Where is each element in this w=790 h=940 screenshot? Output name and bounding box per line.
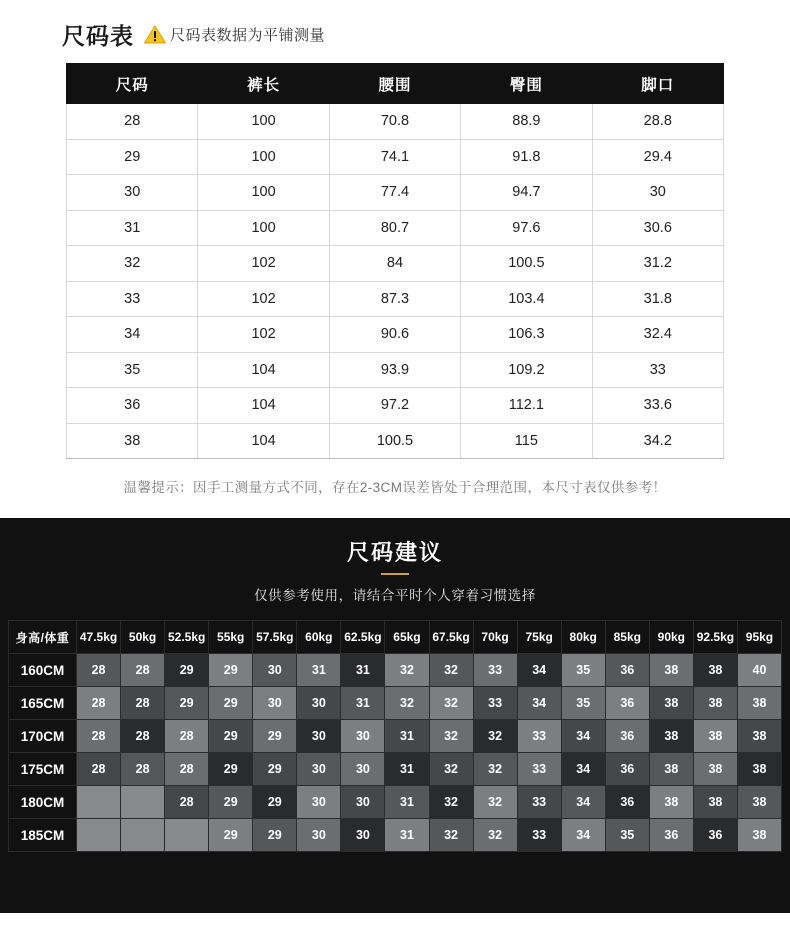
recommendation-cell: 31 [341, 654, 385, 687]
recommendation-cell: 32 [429, 687, 473, 720]
size-table-cell: 100 [198, 210, 329, 246]
recommendation-cell: 33 [473, 654, 517, 687]
weight-column-header: 57.5kg [253, 621, 297, 654]
recommendation-cell: 28 [165, 720, 209, 753]
recommendation-cell: 29 [209, 654, 253, 687]
recommendation-cell: 28 [121, 654, 165, 687]
table-row [67, 139, 724, 175]
size-table-col-3: 臀围 [461, 64, 592, 104]
recommendation-cell: 30 [297, 786, 341, 819]
recommendation-cell: 35 [605, 819, 649, 852]
recommendation-cell: 38 [693, 654, 737, 687]
recommendation-cell: 38 [693, 753, 737, 786]
recommendation-cell: 30 [341, 786, 385, 819]
recommendation-cell: 33 [517, 786, 561, 819]
recommendation-cell: 29 [209, 819, 253, 852]
recommendation-cell: 28 [165, 786, 209, 819]
height-row-header: 160CM [9, 654, 77, 687]
recommendation-title: 尺码建议 [346, 540, 443, 565]
recommendation-cell: 32 [473, 753, 517, 786]
table-row [9, 753, 782, 786]
size-table-header-row [67, 64, 724, 104]
recommendation-cell: 31 [385, 786, 429, 819]
recommendation-cell: 33 [517, 753, 561, 786]
recommendation-cell: 34 [561, 753, 605, 786]
size-table-cell: 91.8 [461, 139, 592, 175]
weight-column-header: 65kg [385, 621, 429, 654]
weight-column-header: 50kg [121, 621, 165, 654]
recommendation-cell: 31 [385, 753, 429, 786]
recommendation-cell: 29 [209, 786, 253, 819]
size-table-col-4: 脚口 [592, 64, 723, 104]
recommendation-cell: 28 [77, 687, 121, 720]
recommendation-cell: 38 [649, 687, 693, 720]
size-table-cell: 102 [198, 246, 329, 282]
table-row [9, 654, 782, 687]
recommendation-cell: 34 [517, 687, 561, 720]
recommendation-cell [77, 819, 121, 852]
size-table-cell: 109.2 [461, 352, 592, 388]
size-recommendation-section [0, 518, 790, 913]
recommendation-cell: 29 [209, 720, 253, 753]
table-row [67, 210, 724, 246]
size-table-cell: 29.4 [592, 139, 723, 175]
recommendation-cell: 28 [165, 753, 209, 786]
height-row-header: 175CM [9, 753, 77, 786]
recommendation-cell: 32 [429, 654, 473, 687]
recommendation-cell: 36 [605, 654, 649, 687]
recommendation-cell: 38 [649, 753, 693, 786]
recommendation-cell: 29 [209, 753, 253, 786]
size-table-cell: 97.6 [461, 210, 592, 246]
page-header [0, 0, 790, 63]
recommendation-cell: 38 [693, 786, 737, 819]
weight-column-header: 95kg [737, 621, 781, 654]
size-table-cell: 106.3 [461, 317, 592, 353]
size-table-cell: 88.9 [461, 104, 592, 140]
recommendation-cell: 38 [737, 786, 781, 819]
table-row [67, 246, 724, 282]
recommendation-cell: 28 [77, 654, 121, 687]
size-table-cell: 100 [198, 139, 329, 175]
table-row [9, 720, 782, 753]
size-table-cell: 32.4 [592, 317, 723, 353]
weight-column-header: 90kg [649, 621, 693, 654]
recommendation-cell: 36 [693, 819, 737, 852]
size-table-cell: 70.8 [329, 104, 460, 140]
recommendation-cell: 30 [297, 819, 341, 852]
size-table-cell: 35 [67, 352, 198, 388]
height-row-header: 170CM [9, 720, 77, 753]
recommendation-cell [121, 786, 165, 819]
recommendation-table [8, 620, 782, 852]
size-table-cell: 80.7 [329, 210, 460, 246]
recommendation-cell [77, 786, 121, 819]
size-table-cell: 103.4 [461, 281, 592, 317]
recommendation-cell: 32 [473, 819, 517, 852]
size-table-cell: 28 [67, 104, 198, 140]
recommendation-cell: 30 [253, 654, 297, 687]
recommendation-cell: 38 [693, 687, 737, 720]
recommendation-cell: 34 [561, 819, 605, 852]
size-table-cell: 34.2 [592, 423, 723, 459]
size-table-cell: 104 [198, 388, 329, 424]
weight-column-header: 60kg [297, 621, 341, 654]
recommendation-cell: 30 [341, 720, 385, 753]
size-table-container [0, 63, 790, 459]
recommendation-cell: 29 [165, 687, 209, 720]
size-table-cell: 84 [329, 246, 460, 282]
recommendation-cell: 32 [429, 786, 473, 819]
recommendation-cell: 38 [649, 720, 693, 753]
recommendation-cell: 32 [473, 720, 517, 753]
size-table-cell: 93.9 [329, 352, 460, 388]
size-table [66, 63, 724, 459]
weight-column-header: 52.5kg [165, 621, 209, 654]
recommendation-cell: 28 [121, 687, 165, 720]
weight-column-header: 85kg [605, 621, 649, 654]
size-table-cell: 33 [67, 281, 198, 317]
recommendation-cell: 34 [561, 786, 605, 819]
recommendation-header-row [9, 621, 782, 654]
size-table-cell: 38 [67, 423, 198, 459]
recommendation-cell: 38 [737, 819, 781, 852]
title-underline [381, 573, 409, 575]
recommendation-cell: 36 [649, 819, 693, 852]
size-table-cell: 31.8 [592, 281, 723, 317]
recommendation-cell: 28 [77, 753, 121, 786]
page-title: 尺码表 [62, 23, 134, 49]
recommendation-cell: 33 [517, 720, 561, 753]
size-table-cell: 100.5 [461, 246, 592, 282]
weight-column-header: 75kg [517, 621, 561, 654]
table-row [9, 786, 782, 819]
size-table-cell: 77.4 [329, 175, 460, 211]
recommendation-cell: 31 [385, 819, 429, 852]
recommendation-cell: 36 [605, 786, 649, 819]
size-table-col-0: 尺码 [67, 64, 198, 104]
recommendation-cell: 34 [517, 654, 561, 687]
size-table-cell: 30.6 [592, 210, 723, 246]
size-table-cell: 100.5 [329, 423, 460, 459]
size-table-cell: 34 [67, 317, 198, 353]
size-table-cell: 30 [592, 175, 723, 211]
warning-triangle-icon [144, 25, 166, 44]
size-table-cell: 115 [461, 423, 592, 459]
recommendation-cell: 38 [693, 720, 737, 753]
recommendation-cell: 36 [605, 753, 649, 786]
recommendation-cell: 28 [121, 753, 165, 786]
size-table-cell: 90.6 [329, 317, 460, 353]
recommendation-cell: 30 [341, 819, 385, 852]
recommendation-cell [121, 819, 165, 852]
size-table-col-1: 裤长 [198, 64, 329, 104]
recommendation-cell: 34 [561, 720, 605, 753]
weight-column-header: 67.5kg [429, 621, 473, 654]
size-table-cell: 112.1 [461, 388, 592, 424]
table-row [67, 317, 724, 353]
recommendation-cell: 32 [473, 786, 517, 819]
recommendation-cell: 31 [297, 654, 341, 687]
recommendation-cell: 35 [561, 654, 605, 687]
table-row [67, 175, 724, 211]
size-table-cell: 100 [198, 104, 329, 140]
recommendation-cell: 30 [341, 753, 385, 786]
recommendation-cell: 38 [737, 687, 781, 720]
table-row [67, 423, 724, 459]
table-row [9, 687, 782, 720]
recommendation-cell: 29 [253, 786, 297, 819]
table-row [67, 281, 724, 317]
recommendation-cell: 32 [385, 687, 429, 720]
recommendation-cell: 35 [561, 687, 605, 720]
size-table-cell: 28.8 [592, 104, 723, 140]
recommendation-cell: 32 [429, 753, 473, 786]
size-table-col-2: 腰围 [329, 64, 460, 104]
size-table-cell: 87.3 [329, 281, 460, 317]
height-row-header: 165CM [9, 687, 77, 720]
table-row [67, 352, 724, 388]
recommendation-cell: 32 [385, 654, 429, 687]
size-table-cell: 32 [67, 246, 198, 282]
recommendation-cell [165, 819, 209, 852]
recommendation-subtitle: 仅供参考使用，请结合平时个人穿着习惯选择 [254, 588, 536, 603]
weight-column-header: 70kg [473, 621, 517, 654]
size-table-cell: 36 [67, 388, 198, 424]
recommendation-cell: 30 [297, 720, 341, 753]
recommendation-cell: 32 [429, 819, 473, 852]
recommendation-cell: 31 [385, 720, 429, 753]
recommendation-cell: 30 [297, 753, 341, 786]
table-row [9, 819, 782, 852]
recommendation-cell: 32 [429, 720, 473, 753]
size-table-cell: 102 [198, 281, 329, 317]
recommendation-body [9, 654, 782, 852]
header-note: 尺码表数据为平铺测量 [170, 27, 326, 44]
recommendation-cell: 29 [165, 654, 209, 687]
recommendation-cell: 36 [605, 720, 649, 753]
weight-column-header: 55kg [209, 621, 253, 654]
recommendation-cell: 38 [737, 753, 781, 786]
recommendation-cell: 38 [737, 720, 781, 753]
weight-column-header: 47.5kg [77, 621, 121, 654]
height-row-header: 185CM [9, 819, 77, 852]
recommendation-cell: 33 [473, 687, 517, 720]
recommendation-cell: 38 [649, 654, 693, 687]
size-table-cell: 31.2 [592, 246, 723, 282]
table-row [67, 388, 724, 424]
size-table-cell: 30 [67, 175, 198, 211]
size-table-body [67, 104, 724, 459]
recommendation-cell: 28 [121, 720, 165, 753]
weight-column-header: 80kg [561, 621, 605, 654]
recommendation-cell: 29 [253, 819, 297, 852]
size-table-cell: 100 [198, 175, 329, 211]
weight-column-header: 92.5kg [693, 621, 737, 654]
size-table-cell: 29 [67, 139, 198, 175]
recommendation-cell: 36 [605, 687, 649, 720]
height-weight-corner-label: 身高/体重 [9, 621, 77, 654]
recommendation-cell: 29 [253, 720, 297, 753]
size-table-cell: 74.1 [329, 139, 460, 175]
size-table-cell: 33.6 [592, 388, 723, 424]
recommendation-cell: 28 [77, 720, 121, 753]
size-table-cell: 104 [198, 352, 329, 388]
size-table-cell: 97.2 [329, 388, 460, 424]
measurement-tip: 温馨提示：因手工测量方式不同，存在2-3CM误差皆处于合理范围，本尺寸表仅供参考！ [123, 480, 667, 495]
size-table-cell: 104 [198, 423, 329, 459]
recommendation-cell: 30 [297, 687, 341, 720]
height-row-header: 180CM [9, 786, 77, 819]
recommendation-cell: 38 [649, 786, 693, 819]
size-table-cell: 33 [592, 352, 723, 388]
recommendation-grid-container [0, 620, 790, 852]
size-table-cell: 102 [198, 317, 329, 353]
weight-column-header: 62.5kg [341, 621, 385, 654]
table-row [67, 104, 724, 140]
recommendation-cell: 29 [209, 687, 253, 720]
recommendation-cell: 30 [253, 687, 297, 720]
recommendation-cell: 31 [341, 687, 385, 720]
size-table-cell: 94.7 [461, 175, 592, 211]
recommendation-cell: 40 [737, 654, 781, 687]
size-table-cell: 31 [67, 210, 198, 246]
recommendation-cell: 33 [517, 819, 561, 852]
recommendation-cell: 29 [253, 753, 297, 786]
